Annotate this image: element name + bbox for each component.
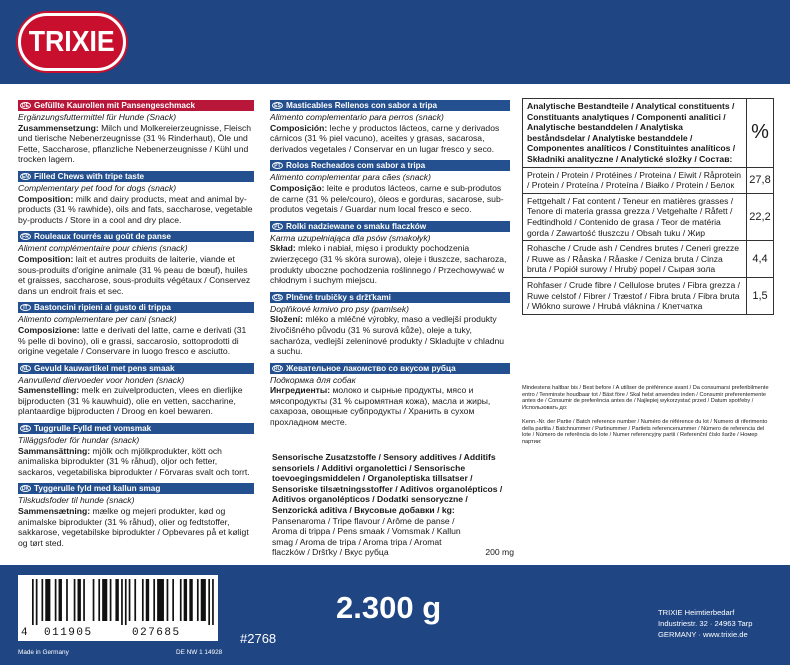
barcode-bar bbox=[189, 579, 192, 621]
barcode-bar bbox=[59, 579, 62, 621]
barcode-bar bbox=[212, 579, 214, 625]
section-subtitle: Ergänzungsfuttermittel für Hunde (Snack) bbox=[18, 112, 177, 122]
made-in-germany: Made in Germany bbox=[18, 649, 69, 656]
composition-text: mælke og mejeri produkter, kød og animalske biprodukter (31 % råhud), olier og fedtstoffer, sakkarose, vegetabilske biprodukter / Opbevares på et køligt og tørt sted. bbox=[18, 506, 249, 548]
section-subtitle: Tilskudsfoder til hunde (snack) bbox=[18, 495, 135, 506]
section-title-bar bbox=[18, 100, 254, 111]
country-code-badge: ES bbox=[272, 102, 283, 109]
section-composition bbox=[270, 243, 510, 285]
country-code-badge: DK bbox=[21, 486, 30, 493]
section-title: Rouleaux fourrés au goût de panse bbox=[34, 232, 171, 242]
section-title-bar bbox=[270, 363, 510, 374]
barcode-bar bbox=[197, 579, 199, 621]
composition-text: lait et autres produits de laiterie, viande et sous-produits d'origine animale (31 % peau de bœuf), huiles et graisses, saccharose, sous-produits végétaux / Conservez dans un endroit frais et sec. bbox=[18, 253, 251, 296]
barcode-bar bbox=[83, 579, 85, 621]
product-section bbox=[18, 100, 254, 165]
brand-name: TRIXIE bbox=[29, 25, 115, 58]
country-code-badge: IT bbox=[20, 304, 31, 311]
barcode-bar bbox=[134, 579, 136, 621]
section-subtitle: Alimento complementario para perros (snack) bbox=[270, 112, 444, 122]
percent-unit: % bbox=[747, 99, 774, 168]
section-title-bar bbox=[18, 423, 254, 434]
analysis-header: Analytische Bestandteile / Analytical constituents / Constituants analytiques / Componenti analitici / Analytische bestanddelen / Analytiska beståndsdelar / Analytiske bestanddele / Componentes analíticos / Constituintes analíticos / Składniki analityczne / Analytické složky / Состав: bbox=[523, 99, 747, 168]
composition-label: Composition: bbox=[18, 193, 74, 204]
composition-text: latte e derivati del latte, carne e derivati (31 % pelle di bovino), oli e grassi, saccarosio, sottoprodotti di origine vegetale / Conservare in luogo fresco e asciutto. bbox=[18, 324, 247, 357]
protein-value: 27,8 bbox=[747, 167, 774, 193]
composition-label: Zusammensetzung: bbox=[18, 122, 99, 133]
sensory-additives bbox=[272, 452, 514, 558]
barcode-bar bbox=[115, 579, 118, 621]
barcode-bar bbox=[172, 579, 174, 621]
country-code-badge: DE bbox=[20, 102, 31, 109]
section-composition bbox=[270, 385, 510, 427]
country-code-badge: NL bbox=[20, 365, 31, 372]
section-title: Bastoncini ripieni al gusto di trippa bbox=[34, 303, 171, 313]
manufacturer-address bbox=[658, 608, 752, 640]
section-title: Plněné trubičky s držťkami bbox=[286, 292, 391, 302]
product-section bbox=[18, 171, 254, 225]
country-code-badge: SE bbox=[20, 425, 31, 432]
fat-label: Fettgehalt / Fat content / Teneur en matières grasses / Tenore di materia grassa grezza / Vetgehalte / Råfett / Fedtindhold / Contenido de grasa / Teor de matéria gorda / Zawartość tłuszczu / Obsah tuku / Жир bbox=[523, 193, 747, 240]
section-composition bbox=[18, 446, 254, 478]
section-composition bbox=[270, 123, 510, 155]
product-section bbox=[270, 363, 510, 428]
country-code-badge: PL bbox=[272, 223, 283, 230]
barcode-bar bbox=[32, 579, 34, 625]
product-section bbox=[18, 363, 254, 417]
address-line-1: TRIXIE Heimtierbedarf bbox=[658, 608, 735, 617]
section-title: Tuggrulle Fylld med vomsmak bbox=[34, 424, 152, 434]
section-title: Tyggerulle fyld med kallun smag bbox=[34, 484, 161, 494]
best-before-text: Mindestens haltbar bis / Best before / A utiliser de préférence avant / Da consumarsi preferibilmente entro / Tenminste houdbaar tot / Bäst före / Skal helst anvendes inden / Consumir preferentemente antes de / Consumir de preferência antes de / Najlepiej wykorzystać przed / Datum spotřeby / Использовать до: bbox=[522, 385, 769, 411]
sensory-body: Pansenaroma / Tripe flavour / Arôme de panse / Aroma di trippa / Pens smaak / Vomsmak / Kallun smag / Aroma de tripa / Aroma tripa / Aromat flaczków / Dršťky / Вкус рубца bbox=[272, 515, 461, 558]
composition-label: Composición: bbox=[270, 122, 328, 133]
middle-column bbox=[270, 100, 510, 434]
barcode-bar bbox=[208, 579, 210, 625]
barcode-bar bbox=[98, 579, 100, 621]
section-subtitle: Karma uzupełniająca dla psów (smakołyk) bbox=[270, 232, 431, 243]
left-column bbox=[18, 100, 254, 554]
composition-text: leche y productos lácteos, carne y derivados cárnicos (31 % piel vacuno), aceites y grasas, sacarosa, derivados vegetales / Conservar en un lugar fresco y seco. bbox=[270, 122, 500, 154]
composition-label: Composition: bbox=[18, 253, 74, 264]
barcode-bar bbox=[41, 579, 43, 621]
barcode-bar bbox=[180, 579, 182, 621]
batch-number-text: Kenn.-Nr. der Partie / Batch reference number / Numéro de référence du lot / Numero di riferimento della partita / Batchnummer / Partinummer / Partiets referencenummer / Número de referencia del lote / Número de referência do lote / Numer referencyjny partii / Referenční číslo šarže / Номер партии: bbox=[522, 419, 768, 445]
barcode-bar bbox=[121, 579, 123, 625]
sensory-heading: Sensorische Zusatzstoffe / Sensory additives / Additifs sensoriels / Additivi organolettici / Sensorische toevoegingsmiddelen / Organoleptiska tillsatser / Sensoriske tilsætningsstoffer / Aditivos organolépticos / Aditivos organolépticos / Dodatki sensoryczne / Senzorická aditiva / Вкусовые добавки / kg: bbox=[272, 452, 503, 515]
de-nw-code: DE NW 1 14928 bbox=[176, 649, 223, 656]
barcode-bar bbox=[153, 579, 155, 621]
article-number: #2768 bbox=[240, 631, 277, 646]
section-title-bar bbox=[18, 171, 254, 182]
barcode-left-digits: 011905 bbox=[44, 627, 93, 639]
composition-text: leite e produtos lácteos, carne e sub-produtos de carne (31 % pele/couro), óleos e gorduras, sacarose, sub-produtos vegetais / Guardar num local fresco e seco. bbox=[270, 182, 504, 215]
composition-text: mjölk och mjölkprodukter, kött och animaliska biprodukter (31 % råhud), oljor och fetter, sackaros, vegetabiliska biprodukter / Förvaras svalt och torrt. bbox=[18, 445, 250, 477]
section-subtitle: Doplňkové krmivo pro psy (pamlsek) bbox=[270, 303, 409, 314]
section-title: Gevuld kauwartikel met pens smaak bbox=[34, 363, 175, 373]
address-line-2: Industriestr. 32 · 24963 Tarp bbox=[658, 618, 753, 628]
product-section bbox=[270, 292, 510, 357]
section-title-bar bbox=[270, 292, 510, 303]
barcode-bar bbox=[201, 579, 206, 621]
fat-value: 22,2 bbox=[747, 193, 774, 240]
barcode-bar bbox=[146, 579, 149, 621]
trixie-logo bbox=[18, 13, 126, 71]
product-section bbox=[18, 231, 254, 296]
barcode-bar bbox=[167, 579, 169, 621]
section-title: Masticables Rellenos con sabor a tripa bbox=[286, 101, 438, 110]
product-section bbox=[18, 423, 254, 477]
section-subtitle: Подкормка для собак bbox=[270, 374, 356, 385]
sensory-amount: 200 mg bbox=[485, 547, 514, 558]
barcode-lead-digit: 4 bbox=[21, 627, 28, 639]
section-composition bbox=[18, 325, 254, 357]
section-title: Filled Chews with tripe taste bbox=[34, 171, 145, 181]
composition-label: Skład: bbox=[270, 243, 296, 254]
country-code-badge: PT bbox=[272, 162, 283, 169]
section-title-bar bbox=[270, 160, 510, 171]
country-code-badge: EN bbox=[20, 173, 31, 180]
barcode-bars bbox=[32, 579, 214, 625]
section-subtitle: Alimento complementare per cani (snack) bbox=[18, 314, 177, 325]
composition-label: Samenstelling: bbox=[18, 385, 80, 396]
barcode-bar bbox=[129, 579, 131, 621]
composition-text: melk en zuivelproducten, vlees en dierlijke bijproducten (31 % kauwhuid), olie en vetten, saccharine, plantaardige bijproducten / Droog en koel bewaren. bbox=[18, 385, 243, 417]
section-subtitle: Aanvullend diervoeder voor honden (snack) bbox=[18, 374, 185, 385]
country-code-badge: RU bbox=[273, 365, 282, 372]
barcode-bar bbox=[142, 579, 144, 621]
barcode-bar bbox=[74, 579, 76, 621]
barcode-right-digits: 027685 bbox=[132, 627, 181, 639]
country-code-badge: FR bbox=[20, 233, 31, 240]
composition-text: milk and dairy products, meat and animal by-products (31 % rawhide), oils and fats, saccharose, vegetable by-products / Store in a cool and dry place. bbox=[18, 193, 253, 225]
section-title-bar bbox=[270, 100, 510, 111]
barcode-bar bbox=[78, 579, 81, 621]
barcode-bar bbox=[110, 579, 112, 621]
section-composition bbox=[270, 314, 510, 356]
section-title: Rolki nadziewane o smaku flaczków bbox=[286, 221, 427, 231]
fibre-value: 1,5 bbox=[747, 277, 774, 314]
section-title-bar bbox=[18, 483, 254, 494]
net-weight: 2.300 g bbox=[336, 590, 442, 625]
section-title-bar bbox=[18, 363, 254, 374]
ash-value: 4,4 bbox=[747, 241, 774, 278]
barcode-bar bbox=[55, 579, 57, 621]
protein-label: Protein / Protein / Protéines / Proteina / Eiwit / Råprotein / Protein / Proteína / Proteína / Białko / Protein / Белок bbox=[523, 167, 747, 193]
barcode bbox=[18, 575, 218, 641]
product-section bbox=[270, 100, 510, 154]
barcode-bar bbox=[125, 579, 127, 625]
composition-text: mleko i nabiał, mięso i produkty pochodzenia zwierzęcego (31 % skóra surowa), oleje i tłuszcze, sacharoza, produkty uboczne pochodzenia roślinnego / Przechowywać w chłodnym i suchym miejscu. bbox=[270, 243, 507, 286]
composition-label: Composição: bbox=[270, 182, 325, 193]
section-title: Жевательное лакомство со вкусом рубца bbox=[286, 363, 456, 373]
composition-label: Sammensætning: bbox=[18, 506, 91, 517]
section-title-bar bbox=[18, 231, 254, 242]
product-section bbox=[270, 221, 510, 286]
section-subtitle: Tilläggsfoder för hundar (snack) bbox=[18, 435, 140, 446]
fibre-label: Rohfaser / Crude fibre / Cellulose brutes / Fibra grezza / Ruwe celstof / Fibrer / Træstof / Fibra bruta / Fibra bruta / Włókno surowe / Hrubá vláknina / Клетчатка bbox=[523, 277, 747, 314]
product-section bbox=[18, 483, 254, 548]
section-composition bbox=[18, 385, 254, 417]
section-subtitle: Complementary pet food for dogs (snack) bbox=[18, 182, 177, 193]
address-line-3: GERMANY · www.trixie.de bbox=[658, 629, 748, 639]
analysis-table bbox=[522, 98, 774, 315]
composition-text: Milch und Molkereierzeugnisse, Fleisch und tierische Nebenerzeugnisse (31 % Rinderhaut), Öle und Fette, Saccharose, pflanzliche Nebenerzeugnisse / Kühl und trocken lagern. bbox=[18, 122, 252, 165]
composition-text: молоко и сырные продукты, мясо и мясопродукты (31 % сыромятная кожа), масла и жиры, сахароза, овощные субпродукты / Хранить в сухом прохладном месте. bbox=[270, 385, 491, 428]
product-section bbox=[18, 302, 254, 356]
barcode-bar bbox=[102, 579, 107, 621]
section-composition bbox=[270, 183, 510, 215]
composition-text: mléko a mléčné výrobky, maso a vedlejší produkty živočišného původu (31 % surová kůže), oleje a tuky, sacharóza, vedlejší zeleninové produkty / Skladujte v chladnu a suchu. bbox=[270, 314, 505, 357]
composition-label: Composizione: bbox=[18, 324, 80, 335]
section-title: Rolos Recheados com sabor a tripa bbox=[286, 161, 426, 171]
composition-label: Ингредиенты: bbox=[270, 385, 331, 396]
section-composition bbox=[18, 254, 254, 296]
barcode-bar bbox=[93, 579, 95, 621]
barcode-bar bbox=[184, 579, 187, 621]
section-title-bar bbox=[18, 302, 254, 313]
product-section bbox=[270, 160, 510, 214]
section-subtitle: Alimento complementar para cães (snack) bbox=[270, 172, 431, 183]
section-composition bbox=[18, 194, 254, 226]
section-title-bar bbox=[270, 221, 510, 232]
barcode-bar bbox=[36, 579, 38, 625]
barcode-bar bbox=[66, 579, 68, 621]
section-composition bbox=[18, 123, 254, 165]
section-subtitle: Aliment complémentaire pour chiens (snack) bbox=[18, 243, 188, 254]
barcode-bar bbox=[45, 579, 50, 621]
section-composition bbox=[18, 506, 254, 548]
composition-label: Sammansättning: bbox=[18, 445, 91, 456]
section-title: Gefüllte Kaurollen mit Pansengeschmack bbox=[34, 101, 196, 110]
composition-label: Složení: bbox=[270, 314, 303, 325]
ash-label: Rohasche / Crude ash / Cendres brutes / Ceneri grezze / Ruwe as / Råaska / Råaske / Ceniza bruta / Cinza bruta / Popiół surowy / Hrubý popel / Сырая зола bbox=[523, 241, 747, 278]
country-code-badge: CS bbox=[272, 294, 283, 301]
barcode-bar bbox=[157, 579, 164, 621]
